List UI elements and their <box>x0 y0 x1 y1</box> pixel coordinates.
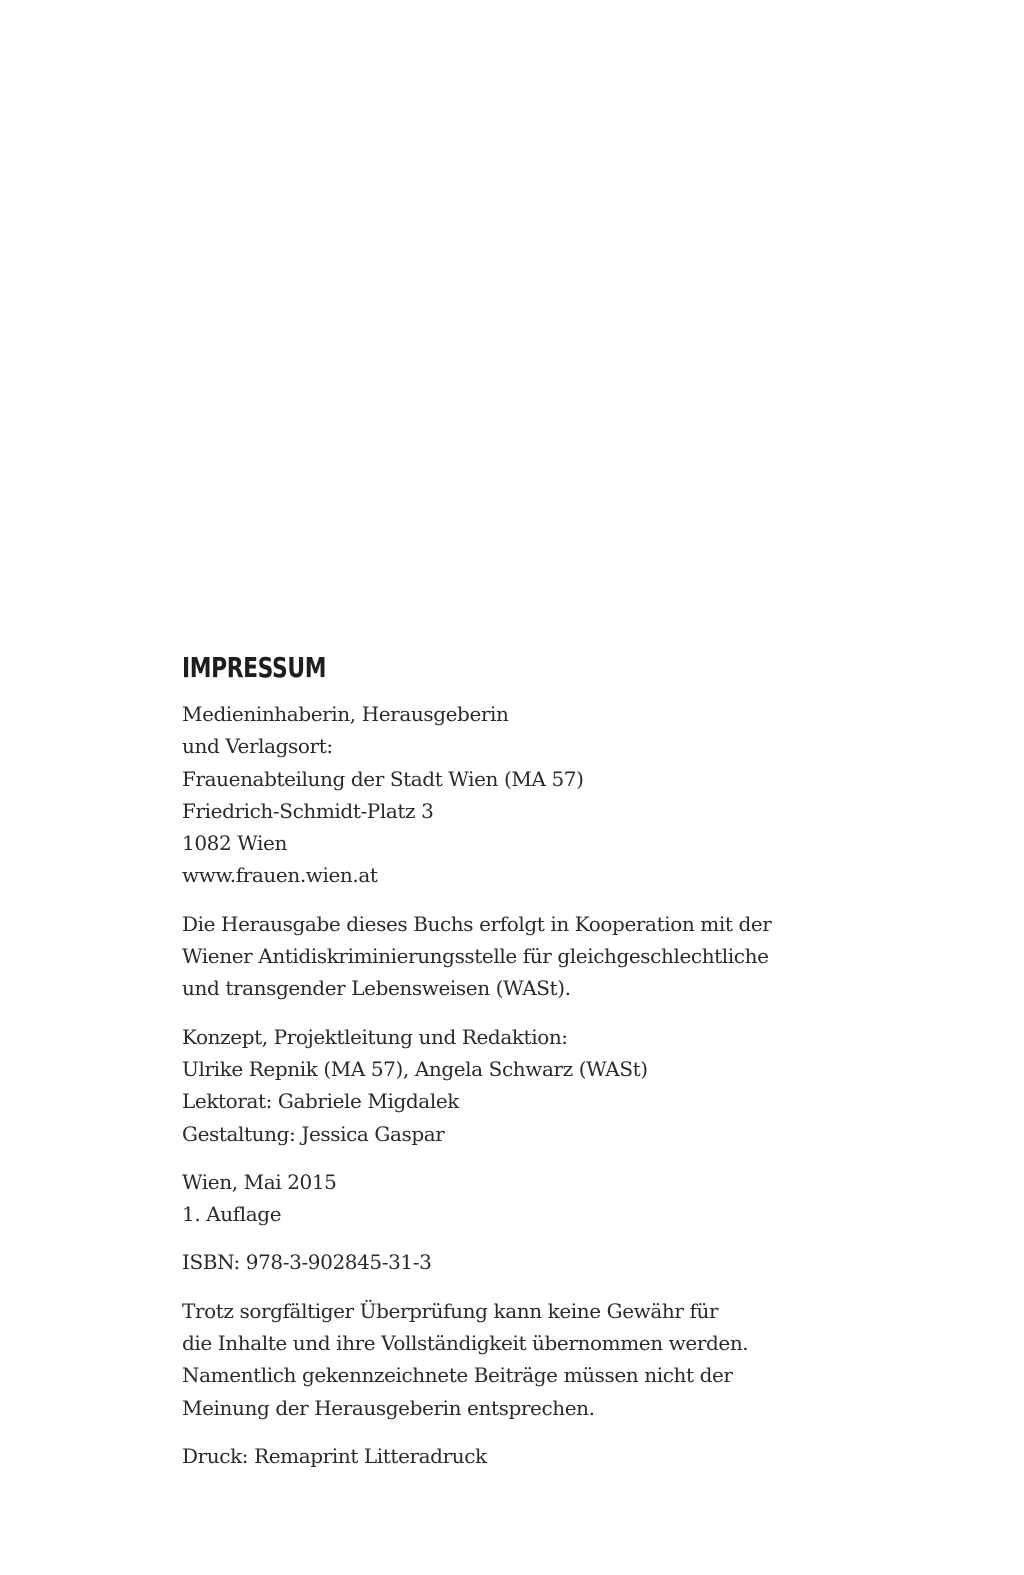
credits-block <box>182 1021 882 1150</box>
edition-line: 1. Auflage <box>182 1202 282 1227</box>
impressum-heading: IMPRESSUM <box>182 651 327 684</box>
credits-line: Konzept, Projektleitung und Redaktion: <box>182 1024 568 1049</box>
isbn-line: ISBN: 978-3-902845-31-3 <box>182 1250 432 1275</box>
credits-line: Ulrike Repnik (MA 57), Angela Schwarz (WASt) <box>182 1056 648 1081</box>
disclaimer-line: Trotz sorgfältiger Überprüfung kann keine Gewähr für <box>182 1298 719 1323</box>
disclaimer-line: Meinung der Herausgeberin entsprechen. <box>182 1395 595 1420</box>
publisher-block <box>182 698 882 892</box>
impressum-section <box>182 648 882 1488</box>
cooperation-line: Wiener Antidiskriminierungsstelle für gleichgeschlechtliche <box>182 944 769 969</box>
disclaimer-block <box>182 1295 882 1424</box>
print-block <box>182 1440 882 1472</box>
credits-line: Lektorat: Gabriele Migdalek <box>182 1089 459 1114</box>
edition-line: Wien, Mai 2015 <box>182 1169 337 1194</box>
disclaimer-line: die Inhalte und ihre Vollständigkeit übernommen werden. <box>182 1331 749 1356</box>
publisher-line: Medieninhaberin, Herausgeberin <box>182 702 509 726</box>
publisher-line: 1082 Wien <box>182 831 287 856</box>
disclaimer-line: Namentlich gekennzeichnete Beiträge müssen nicht der <box>182 1363 733 1388</box>
cooperation-line: und transgender Lebensweisen (WASt). <box>182 976 571 1001</box>
edition-block <box>182 1166 882 1231</box>
print-line: Druck: Remaprint Litteradruck <box>182 1443 487 1468</box>
cooperation-line: Die Herausgabe dieses Buchs erfolgt in Kooperation mit der <box>182 911 772 936</box>
cooperation-block <box>182 908 882 1005</box>
publisher-website: www.frauen.wien.at <box>182 863 378 888</box>
publisher-line: und Verlagsort: <box>182 734 333 759</box>
credits-line: Gestaltung: Jessica Gaspar <box>182 1121 445 1146</box>
publisher-line: Friedrich-Schmidt-Platz 3 <box>182 798 434 823</box>
publisher-line: Frauenabteilung der Stadt Wien (MA 57) <box>182 766 584 791</box>
isbn-block <box>182 1246 882 1278</box>
